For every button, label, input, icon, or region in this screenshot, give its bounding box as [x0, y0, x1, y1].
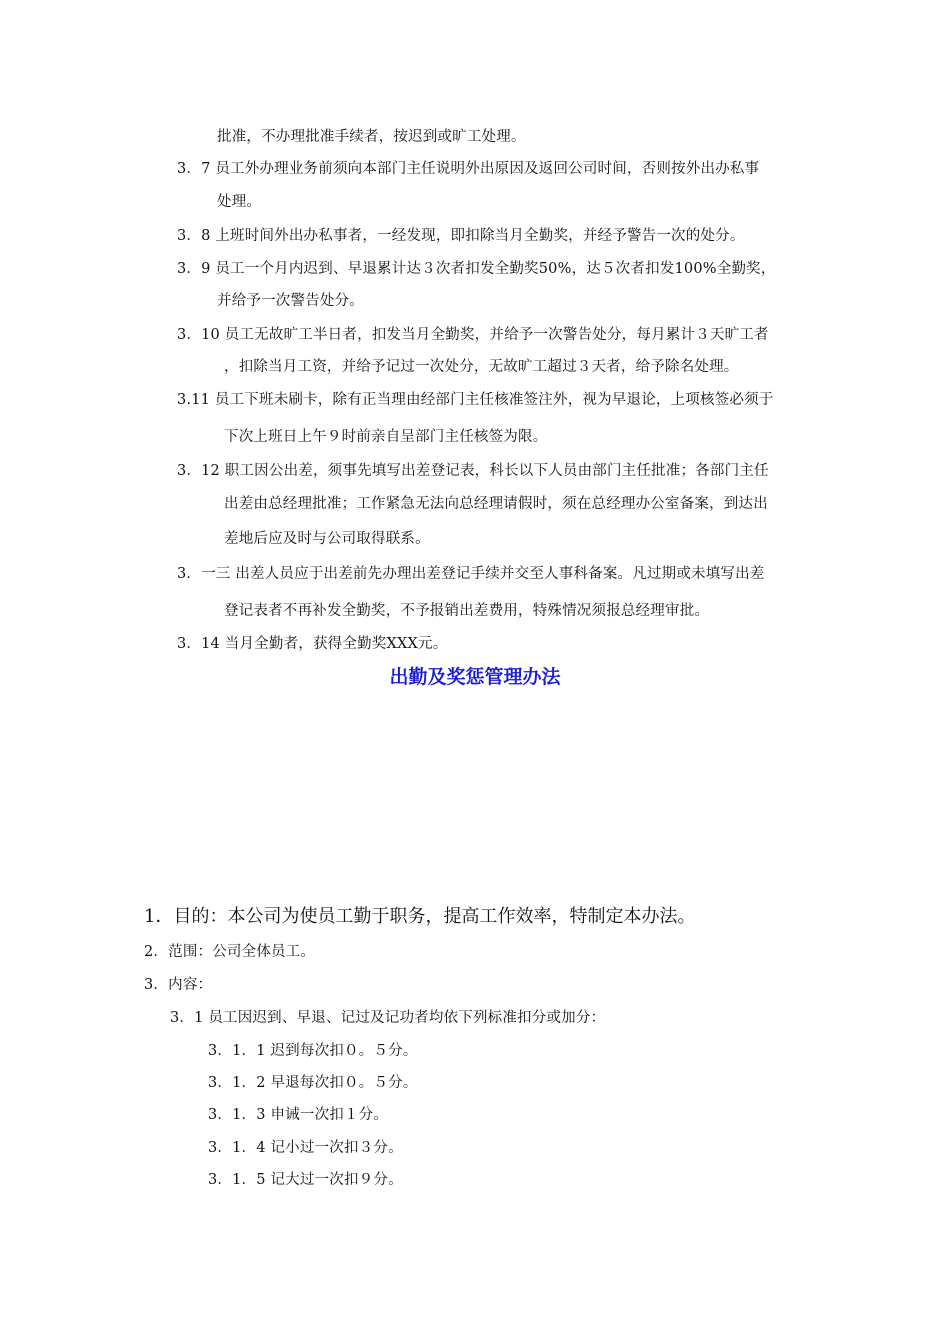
rule-3-12-line-1: 3．12 职工因公出差，须事先填写出差登记表，科长以下人员由部门主任批准；各部门主任 — [177, 463, 769, 479]
rule-3-7-line-1: 3．7 员工外办理业务前须向本部门主任说明外出原因及返回公司时间，否则按外出办私事 — [177, 161, 760, 177]
sub-item-3-1-5: 3．1．5 记大过一次扣９分。 — [208, 1172, 403, 1188]
scope-line: 2．范围：公司全体员工。 — [144, 944, 316, 960]
rule-3-11-line-1: 3.11 员工下班未刷卡，除有正当理由经部门主任核准签注外，视为早退论，上项核签必须于 — [177, 392, 774, 408]
content-heading: 3．内容： — [144, 977, 213, 993]
rule-3-7-line-2: 处理。 — [217, 194, 262, 210]
sub-item-3-1-2: 3．1．2 早退每次扣０。５分。 — [208, 1075, 418, 1091]
rule-3-11-line-2: 下次上班日上午９时前亲自呈部门主任核签为限。 — [224, 429, 548, 445]
sub-item-3-1-4: 3．1．4 记小过一次扣３分。 — [208, 1140, 403, 1156]
rule-continuation-line: 批准，不办理批准手续者，按迟到或旷工处理。 — [217, 129, 526, 145]
rule-3-12-line-3: 差地后应及时与公司取得联系。 — [224, 531, 430, 547]
document-title: 出勤及奖惩管理办法 — [389, 666, 561, 688]
rule-3-13-line-1: 3．一三 出差人员应于出差前先办理出差登记手续并交至人事科备案。凡过期或未填写出差 — [177, 566, 765, 582]
rule-3-10-line-2: ，扣除当月工资，并给予记过一次处分，无故旷工超过３天者，给予除名处理。 — [224, 359, 739, 375]
rule-3-8-line-1: 3．8 上班时间外出办私事者，一经发现，即扣除当月全勤奖，并经予警告一次的处分。 — [177, 228, 745, 244]
purpose-line: 1．目的：本公司为使员工勤于职务，提高工作效率，特制定本办法。 — [144, 906, 696, 927]
rule-3-12-line-2: 出差由总经理批准；工作紧急无法向总经理请假时，须在总经理办公室备案，到达出 — [224, 496, 768, 512]
sub-item-3-1-3: 3．1．3 申诫一次扣１分。 — [208, 1107, 389, 1123]
rule-3-9-line-2: 并给予一次警告处分。 — [217, 293, 364, 309]
clause-3-1: 3．1 员工因迟到、早退、记过及记功者均依下列标准扣分或加分： — [170, 1010, 606, 1026]
sub-item-3-1-1: 3．1．1 迟到每次扣０。５分。 — [208, 1043, 418, 1059]
rule-3-14-line-1: 3．14 当月全勤者，获得全勤奖XXX元。 — [177, 636, 448, 652]
rule-3-13-line-2: 登记表者不再补发全勤奖，不予报销出差费用，特殊情况须报总经理审批。 — [224, 603, 710, 619]
rule-3-9-line-1: 3．9 员工一个月内迟到、早退累计达３次者扣发全勤奖50%，达５次者扣发100%全勤奖， — [177, 261, 776, 277]
rule-3-10-line-1: 3．10 员工无故旷工半日者，扣发当月全勤奖，并给予一次警告处分，每月累计３天旷工者 — [177, 327, 769, 343]
